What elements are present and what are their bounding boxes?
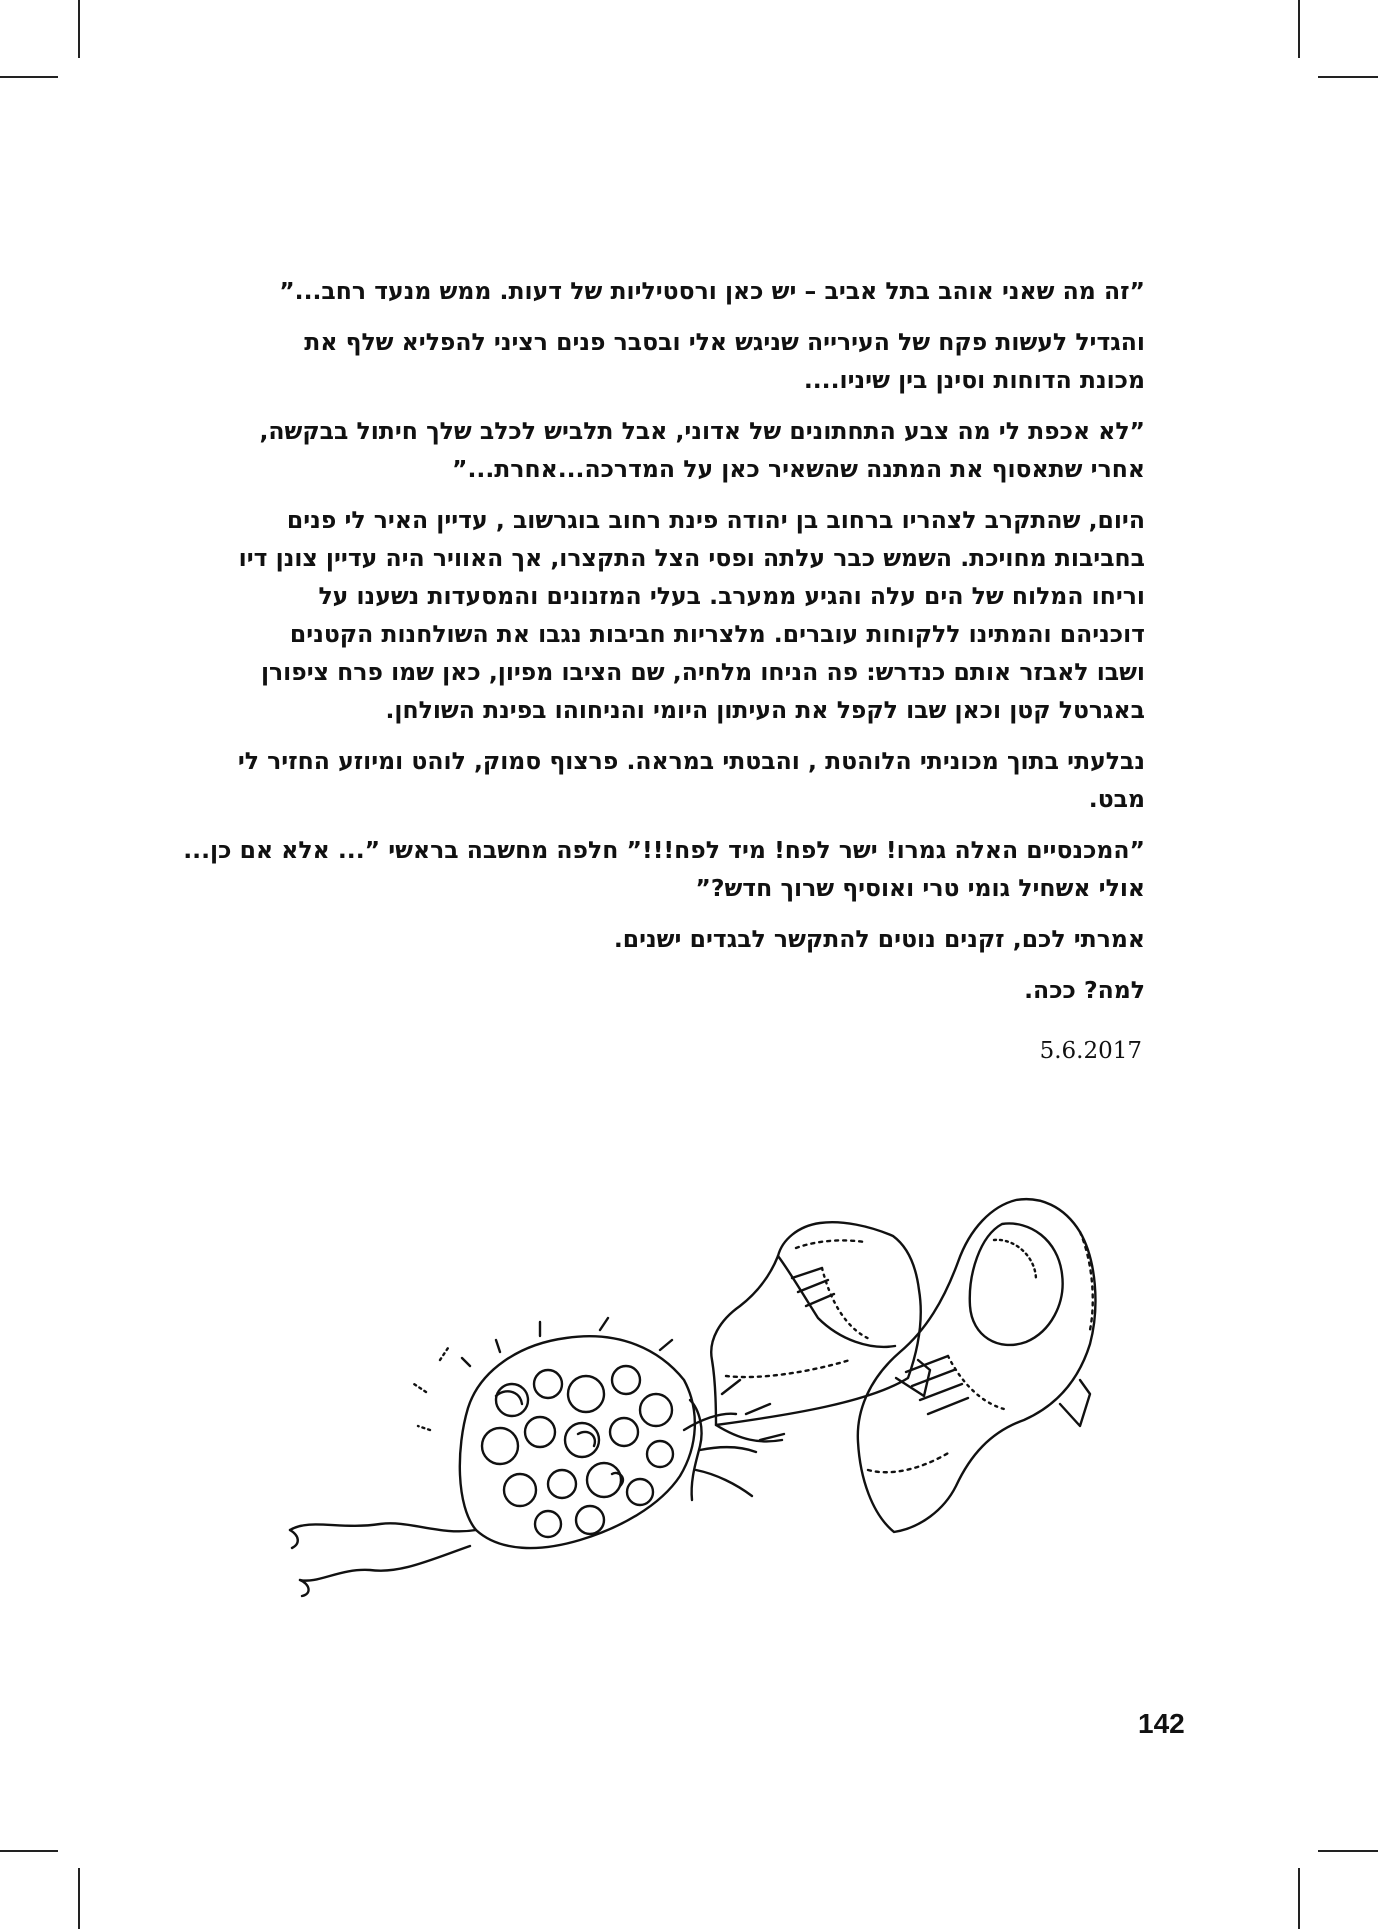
flower-bouquet-icon bbox=[290, 1318, 784, 1596]
text-line: והגדיל לעשות פקח של העירייה שניגש אלי ובסבר פנים רציני להפליא שלף את bbox=[304, 328, 1145, 356]
text-line: ”לא אכפת לי מה צבע התחתונים של אדוני, אבל תלביש לכלב שלך חיתול בבקשה, bbox=[259, 417, 1145, 445]
date: 5.6.2017 bbox=[1039, 1038, 1142, 1064]
text-line: ”זה מה שאני אוהב בתל אביב – יש כאן ורסטיליות של דעות. ממש מנעד רחב...” bbox=[279, 277, 1145, 305]
text-line: למה? ככה. bbox=[1024, 976, 1145, 1004]
text-line: ”המכנסיים האלה גמרו! ישר לפח! מיד לפח!!!” חלפה מחשבה בראשי ”... אלא אם כן... bbox=[183, 836, 1145, 864]
text-line: נבלעתי בתוך מכוניתי הלוהטת , והבטתי במראה. פרצוף סמוק, לוהט ומיוזע החזיר לי bbox=[237, 747, 1145, 775]
text-line: אמרתי לכם, זקנים נוטים להתקשר לבגדים ישנים. bbox=[613, 925, 1145, 953]
text-line: מבט. bbox=[1088, 785, 1145, 813]
text-line: דוכניהם והמתינו ללקוחות עוברים. מלצריות חביבות נגבו את השולחנות הקטנים bbox=[289, 620, 1145, 648]
text-line: באגרטל קטן וכאן שבו לקפל את העיתון היומי והניחוהו בפינת השולחן. bbox=[385, 696, 1145, 724]
text-line: וריחו המלוח של הים עלה והגיע ממערב. בעלי המזנונים והמסעדות נשענו על bbox=[318, 582, 1145, 610]
text-line: אולי אשחיל גומי טרי ואוסיף שרוך חדש?” bbox=[695, 874, 1145, 902]
text-line: אחרי שתאסוף את המתנה שהשאיר כאן על המדרכה...אחרת...” bbox=[452, 455, 1145, 483]
shoes-icon bbox=[711, 1222, 930, 1441]
text-line: מכונת הדוחות וסינן בין שיניו.... bbox=[803, 366, 1145, 394]
text-line: ושבו לאבזר אותם כנדרש: פה הניחו מלחיה, שם הציבו מפיון, כאן שמו פרח ציפורן bbox=[260, 658, 1145, 686]
shoes-icon bbox=[858, 1199, 1096, 1532]
text-line: היום, שהתקרב לצהריו ברחוב בן יהודה פינת רחוב בוגרשוב , עדיין האיר לי פנים bbox=[286, 506, 1145, 534]
text-line: בחביבות מחויכת. השמש כבר עלתה ופסי הצל התקצרו, אך האוויר היה עדיין צונן דיו bbox=[238, 544, 1145, 572]
page-number: 142 bbox=[1138, 1708, 1185, 1739]
